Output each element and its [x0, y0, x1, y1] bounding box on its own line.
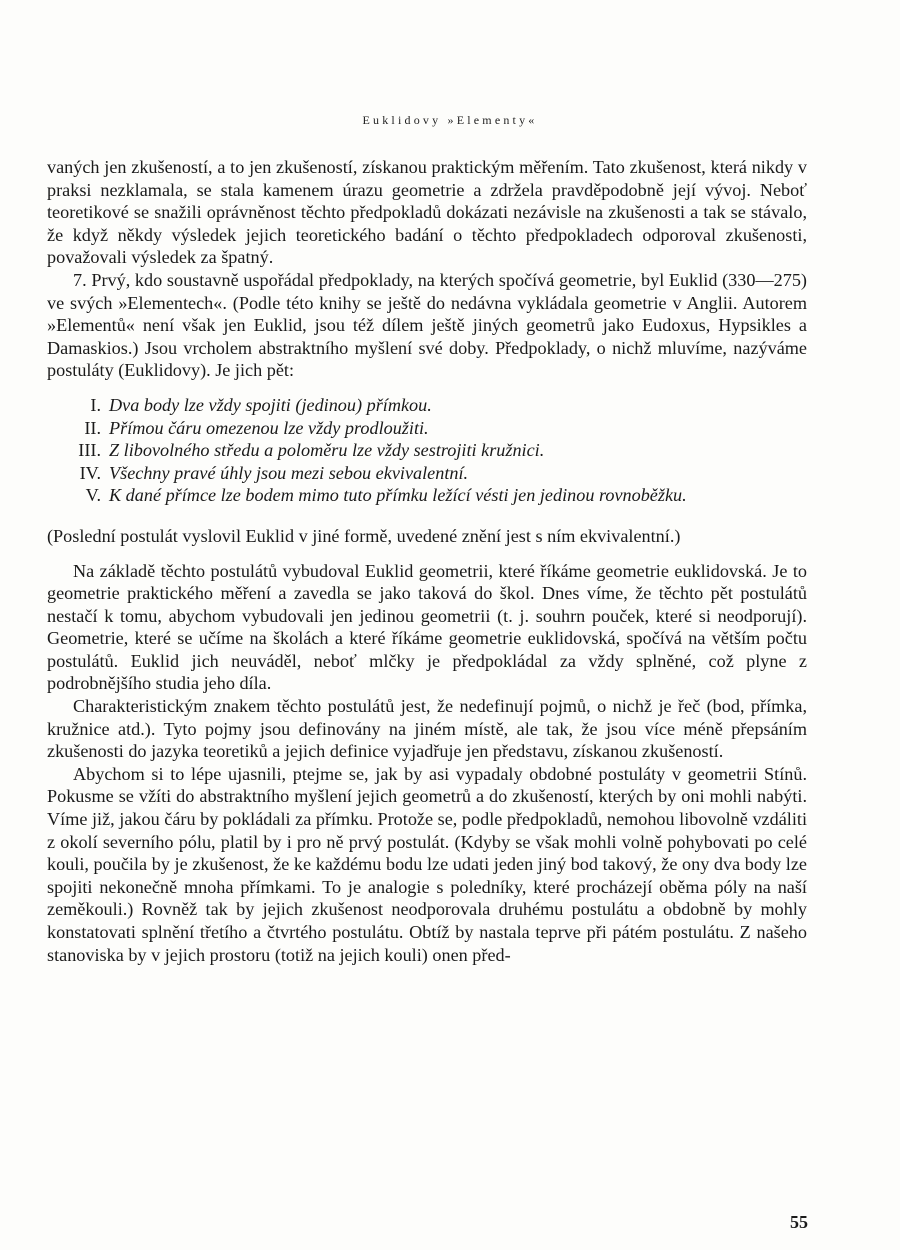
paragraph-section-7: 7. Prvý, kdo soustavně uspořádal předpoklady, na kterých spočívá geometrie, byl Euklid (330—275) ve svých »Elementech«. (Podle této knihy se ještě do nedávna vykládala geometrie v Anglii. Autorem »Elementů« není však jen Euklid, jsou též dílem ještě jiných geometrů jako Eudoxus, Hypsikles a Damaskios.) Jsou vrcholem abstraktního myšlení své doby. Předpoklady, o nichž mluvíme, nazýváme postuláty (Euklidovy). Je jich pět: [47, 269, 807, 381]
postulate-text: Dva body lze vždy spojiti (jedinou) přímkou. [109, 394, 432, 415]
spacer [47, 382, 807, 394]
postulate-item [47, 484, 807, 507]
postulate-number: IV. [79, 462, 101, 483]
paragraph-characteristic: Charakteristickým znakem těchto postulátů jest, že nedefinují pojmů, o nichž je řeč (bod, přímka, kružnice atd.). Tyto pojmy jsou definovány na jiném místě, ale tak, že jsou více méně přepsáním zkušenosti do jazyka teoretiků a jejich definice vyjadřuje jen představu, získanou zkušeností. [47, 696, 807, 762]
postulate-text: Všechny pravé úhly jsou mezi sebou ekvivalentní. [109, 462, 469, 483]
page-number: 55 [790, 1212, 808, 1232]
postulate-number: II. [84, 417, 101, 438]
running-header: Euklidovy »Elementy« [362, 113, 538, 127]
spacer [47, 548, 807, 560]
body-text [47, 156, 807, 966]
postulate-number: I. [90, 394, 101, 415]
paragraph-note: (Poslední postulát vyslovil Euklid v jiné formě, uvedené znění jest s ním ekvivalentní.) [47, 525, 681, 546]
postulate-number: III. [78, 440, 101, 461]
postulate-list [47, 394, 807, 507]
postulate-item [47, 394, 807, 417]
postulate-text: Z libovolného středu a poloměru lze vždy sestrojiti kružnici. [109, 440, 545, 461]
postulate-item [47, 439, 807, 462]
paragraph-shadows: Abychom si to lépe ujasnili, ptejme se, jak by asi vypadaly obdobné postuláty v geometrii Stínů. Pokusme se vžíti do abstraktního myšlení jejich geometrů a do zkušeností, kterých by oni mohli nabýti. Víme již, jakou čáru by pokládali za přímku. Protože se, podle předpokladů, nemohou libovolně vzdáliti z okolí severního pólu, platil by i pro ně prvý postulát. (Kdyby se však mohli volně pohybovati po celé kouli, poučila by je zkušenost, že ke každému bodu lze udati jeden jiný bod takový, že ony dva body lze spojiti nekonečně mnoha přímkami. To je analogie s poledníky, které procházejí oběma póly na naší zeměkouli.) Rovněž tak by jejich zkušenost neodporovala druhému postulátu a obdobně by mohly konstatovati splnění třetího a čtvrtého postulátu. Obtíž by nastala teprve při pátém postulátu. Z našeho stanoviska by v jejich prostoru (totiž na jejich kouli) onen před- [47, 763, 807, 965]
postulate-text: Přímou čáru omezenou lze vždy prodloužiti. [109, 417, 429, 438]
postulate-item [47, 417, 807, 440]
postulate-item [47, 462, 807, 485]
paragraph-euclidean-geometry: Na základě těchto postulátů vybudoval Euklid geometrii, které říkáme geometrie euklidovská. Je to geometrie praktického měření a zavedla se jako taková do škol. Dnes víme, že těchto pět postulátů nestačí k tomu, abychom vybudovali jen jedinou geometrii (t. j. souhrn pouček, které si neodporují). Geometrie, které se učíme na školách a které říkáme geometrie euklidovská, spočívá na větším počtu postulátů. Euklid jich neuváděl, neboť mlčky je předpokládal za vždy splněné, což plyne z podrobnějšího studia jeho díla. [47, 560, 807, 694]
spacer [47, 507, 807, 525]
paragraph-continuation: vaných jen zkušeností, a to jen zkušeností, získanou praktickým měřením. Tato zkušenost, která nikdy v praksi nezklamala, se stala kamenem úrazu geometrie a zdržela pravděpodobně její vývoj. Neboť teoretikové se snažili oprávněnost těchto předpokladů dokázati nezávisle na zkušenosti a tak se stávalo, že když někdy výsledek jejich teoretického badání o těchto předpokladech odporoval zkušenosti, považovali výsledek za špatný. [47, 157, 807, 268]
postulate-number: V. [85, 485, 101, 506]
postulate-text: K dané přímce lze bodem mimo tuto přímku ležící vésti jen jedinou rovnoběžku. [109, 485, 687, 506]
